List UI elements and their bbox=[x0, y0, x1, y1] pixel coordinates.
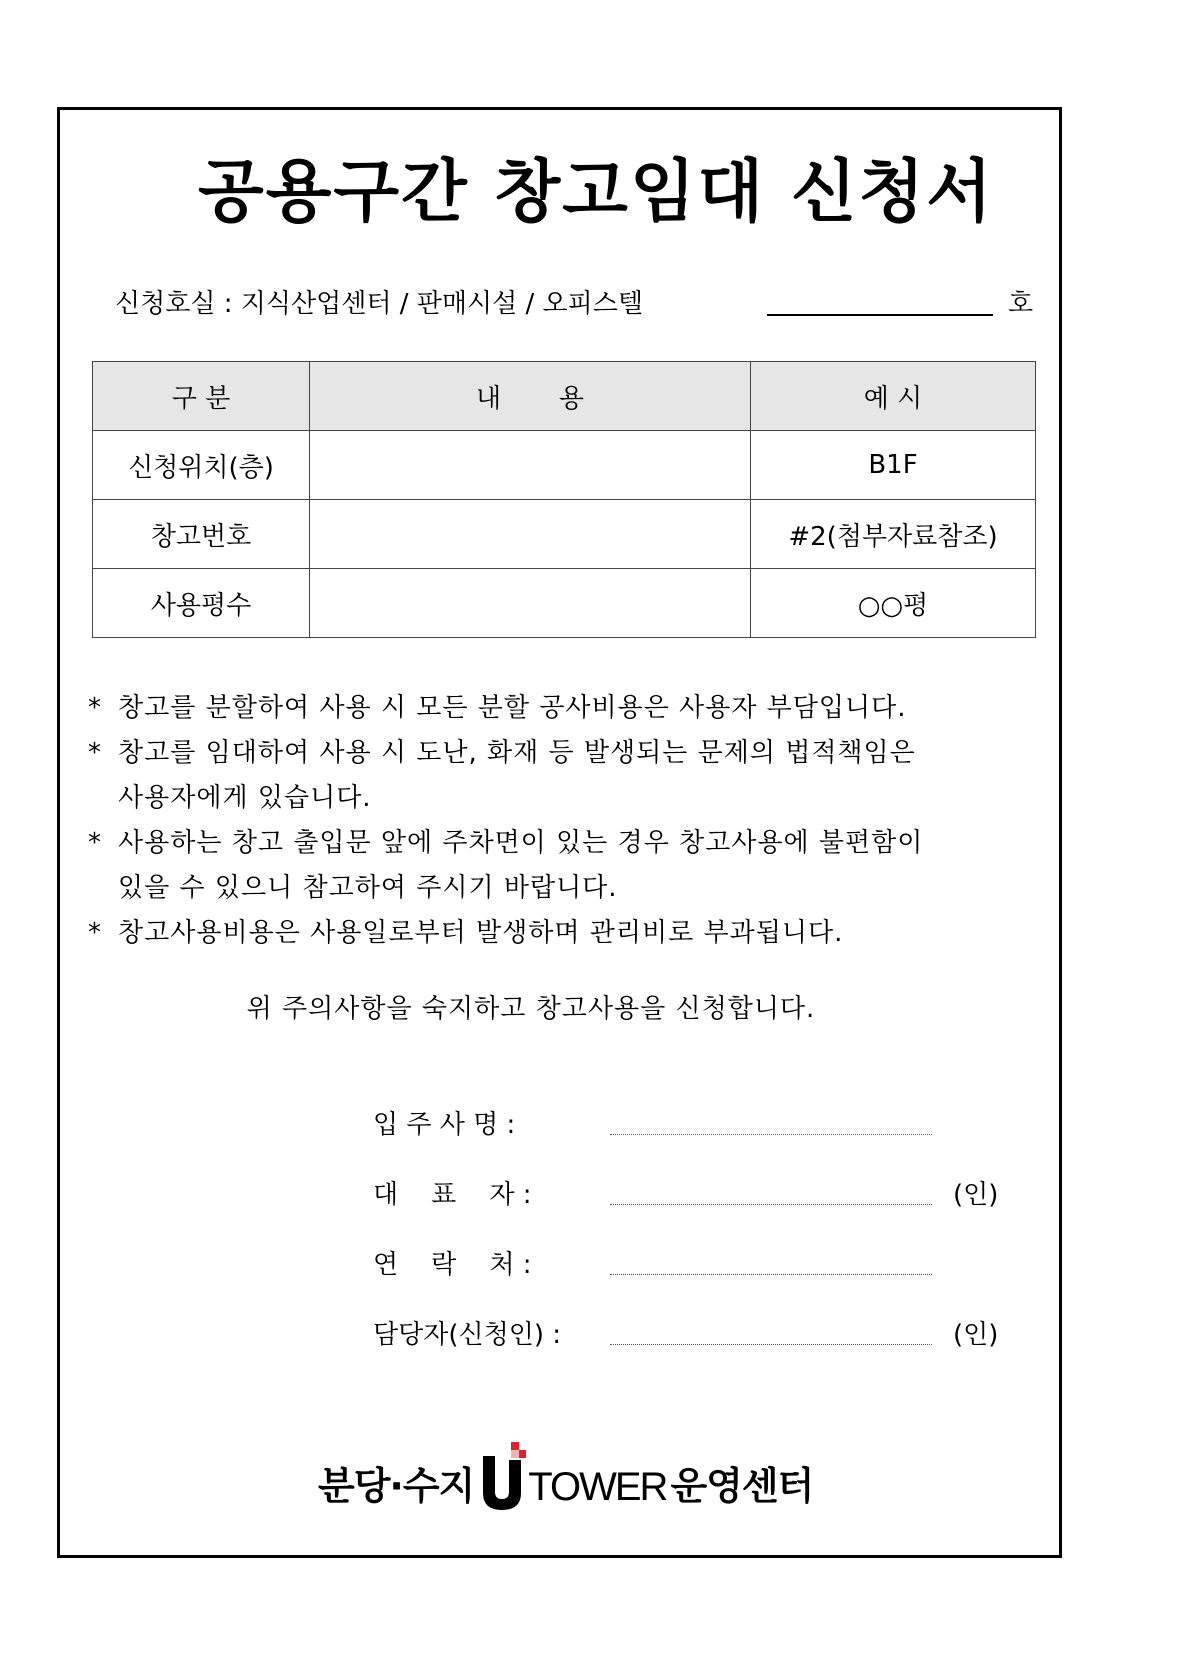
row-example: ○○평 bbox=[751, 569, 1036, 638]
row-example: #2(첨부자료참조) bbox=[751, 500, 1036, 569]
note-item bbox=[88, 821, 1038, 911]
room-suffix: 호 bbox=[1008, 289, 1034, 319]
application-table bbox=[92, 361, 1036, 638]
row-value-field[interactable] bbox=[310, 569, 751, 638]
table-row bbox=[93, 500, 1036, 569]
footer-suffix: 운영센터 bbox=[670, 1464, 814, 1508]
notes-list bbox=[88, 686, 1038, 956]
note-text: 창고사용비용은 사용일로부터 발생하며 관리비로 부과됩니다. bbox=[118, 918, 844, 948]
footer-logo bbox=[318, 1440, 813, 1510]
header-content: 내 용 bbox=[310, 362, 751, 431]
bullet-icon: * bbox=[88, 693, 102, 723]
row-label: 신청위치(층) bbox=[93, 431, 310, 500]
note-text: 사용하는 창고 출입문 앞에 주차면이 있는 경우 창고사용에 불편함이 bbox=[118, 828, 924, 858]
bullet-icon: * bbox=[88, 738, 102, 768]
note-text: 창고를 분할하여 사용 시 모든 분할 공사비용은 사용자 부담입니다. bbox=[118, 693, 907, 723]
room-number-field[interactable] bbox=[767, 314, 993, 316]
row-example: B1F bbox=[751, 431, 1036, 500]
utower-logo-icon bbox=[478, 1442, 526, 1510]
tenant-field[interactable] bbox=[610, 1134, 932, 1135]
manager-seal: (인) bbox=[953, 1320, 999, 1350]
manager-field[interactable] bbox=[610, 1344, 932, 1345]
note-text-continued: 있을 수 있으니 참고하여 주시기 바랍니다. bbox=[118, 873, 618, 903]
contact-field[interactable] bbox=[610, 1274, 932, 1275]
header-category: 구 분 bbox=[93, 362, 310, 431]
table-row bbox=[93, 569, 1036, 638]
note-item bbox=[88, 731, 1038, 821]
note-item bbox=[88, 911, 1038, 956]
note-text: 창고를 임대하여 사용 시 도난, 화재 등 발생되는 문제의 법적책임은 bbox=[118, 738, 916, 768]
row-value-field[interactable] bbox=[310, 431, 751, 500]
form-title: 공용구간 창고임대 신청서 bbox=[198, 153, 994, 232]
bullet-icon: * bbox=[88, 828, 102, 858]
header-example: 예 시 bbox=[751, 362, 1036, 431]
manager-label: 담당자(신청인) : bbox=[373, 1320, 562, 1350]
representative-label: 대 표 자 : bbox=[373, 1180, 532, 1210]
confirmation-text: 위 주의사항을 숙지하고 창고사용을 신청합니다. bbox=[246, 994, 816, 1024]
contact-label: 연 락 처 : bbox=[373, 1250, 532, 1280]
tenant-label: 입 주 사 명 : bbox=[373, 1110, 516, 1140]
note-item bbox=[88, 686, 1038, 731]
representative-field[interactable] bbox=[610, 1204, 932, 1205]
representative-seal: (인) bbox=[953, 1180, 999, 1210]
footer-prefix: 분당·수지 bbox=[318, 1464, 475, 1508]
table-header-row bbox=[93, 362, 1036, 431]
bullet-icon: * bbox=[88, 918, 102, 948]
table-row bbox=[93, 431, 1036, 500]
row-label: 창고번호 bbox=[93, 500, 310, 569]
row-value-field[interactable] bbox=[310, 500, 751, 569]
room-label: 신청호실 : 지식산업센터 / 판매시설 / 오피스텔 bbox=[115, 289, 643, 319]
footer-brand: TOWER bbox=[528, 1465, 667, 1509]
note-text-continued: 사용자에게 있습니다. bbox=[118, 783, 372, 813]
utower-logo-mark bbox=[478, 1442, 526, 1510]
row-label: 사용평수 bbox=[93, 569, 310, 638]
